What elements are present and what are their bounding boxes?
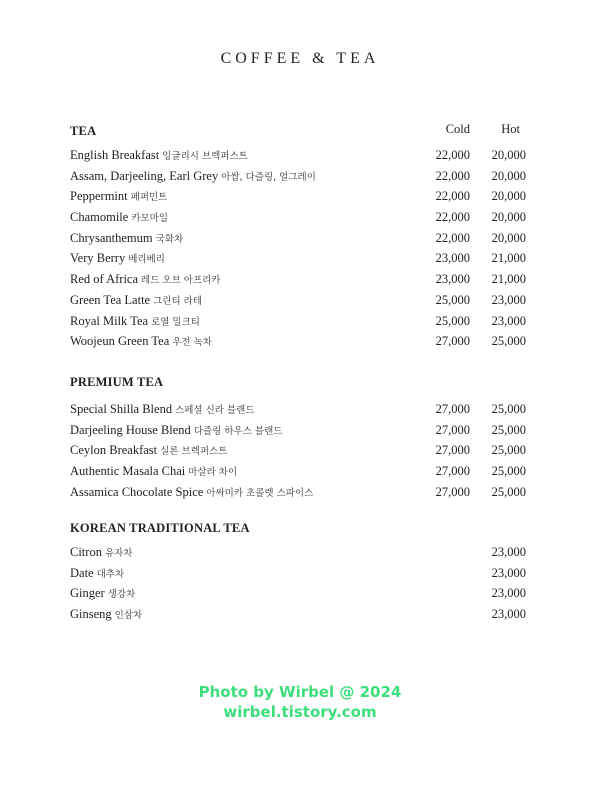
menu-item-row xyxy=(70,207,526,228)
price-cold: 27,000 xyxy=(435,464,470,479)
item-name-english: Chrysanthemum xyxy=(70,230,153,245)
item-name xyxy=(70,607,142,621)
price-hot: 20,000 xyxy=(491,189,526,204)
menu-item-row xyxy=(70,420,526,441)
price-cold: 23,000 xyxy=(435,272,470,287)
price-hot: 25,000 xyxy=(491,334,526,349)
price-cold: 22,000 xyxy=(435,210,470,225)
item-list xyxy=(70,399,526,502)
column-header-cold: Cold xyxy=(445,122,470,136)
price-cold: 27,000 xyxy=(435,402,470,416)
item-name xyxy=(70,443,227,457)
menu-item-row xyxy=(70,482,526,503)
watermark-line-1: Photo by Wirbel @ 2024 xyxy=(198,683,402,701)
section-korean-traditional-tea xyxy=(70,519,526,625)
item-name-korean: 우전 녹차 xyxy=(172,337,212,349)
item-name xyxy=(70,566,124,580)
photo-credit-watermark xyxy=(0,682,600,722)
price-hot: 21,000 xyxy=(491,251,526,266)
menu-item-row xyxy=(70,269,526,290)
menu-item-row xyxy=(70,542,526,563)
section-header xyxy=(70,519,526,539)
menu-item-row xyxy=(70,290,526,311)
item-name-korean: 대추차 xyxy=(96,568,125,580)
menu-item-row xyxy=(70,186,526,207)
section-header xyxy=(70,122,526,142)
item-name xyxy=(70,272,221,286)
item-name xyxy=(70,402,255,416)
price-hot: 23,000 xyxy=(491,545,526,559)
menu-title: COFFEE & TEA xyxy=(220,50,380,67)
section-title: PREMIUM TEA xyxy=(70,375,164,389)
item-name-english: Red of Africa xyxy=(70,272,139,287)
item-name xyxy=(70,210,168,224)
section-title: TEA xyxy=(70,124,97,138)
item-name-english: Darjeeling House Blend xyxy=(70,422,191,437)
price-cold: 22,000 xyxy=(435,189,470,204)
menu-item-row xyxy=(70,604,526,625)
item-name-english: Citron xyxy=(70,545,102,559)
menu-item-row xyxy=(70,563,526,584)
price-hot: 23,000 xyxy=(491,565,526,580)
item-name-english: Special Shilla Blend xyxy=(70,402,173,416)
item-name-english: Peppermint xyxy=(70,189,128,204)
item-name-english: Royal Milk Tea xyxy=(70,313,149,328)
item-name-english: Assam, Darjeeling, Earl Grey xyxy=(70,168,219,183)
menu-item-row xyxy=(70,166,526,187)
item-name-korean: 국화차 xyxy=(155,233,184,245)
price-hot: 21,000 xyxy=(491,272,526,287)
item-name-korean: 다즐링 하우스 블랜드 xyxy=(193,425,283,437)
price-hot: 25,000 xyxy=(491,484,526,499)
item-name-korean: 유자차 xyxy=(104,548,133,559)
section-premium-tea xyxy=(70,373,526,502)
item-name-korean: 레드 오브 아프리카 xyxy=(141,275,221,287)
item-name-english: Ginger xyxy=(70,586,105,601)
item-name xyxy=(70,464,237,478)
price-cold: 25,000 xyxy=(435,292,470,307)
item-name-korean: 스페셜 신라 블랜드 xyxy=(175,405,255,416)
section-header xyxy=(70,373,526,393)
menu-item-row xyxy=(70,228,526,249)
item-name-english: Authentic Masala Chai xyxy=(70,464,186,479)
item-name xyxy=(70,545,132,559)
menu-item-row xyxy=(70,461,526,482)
item-name xyxy=(70,314,200,328)
item-name xyxy=(70,334,212,348)
item-name-english: English Breakfast xyxy=(70,148,160,162)
item-name-english: Very Berry xyxy=(70,251,126,266)
item-name-korean: 실론 브렉퍼스트 xyxy=(160,446,228,458)
section-tea xyxy=(70,122,526,352)
price-hot: 25,000 xyxy=(491,464,526,479)
item-name-english: Green Tea Latte xyxy=(70,292,151,307)
price-hot: 20,000 xyxy=(491,230,526,245)
item-name-korean: 아싸미카 초콜렛 스파이스 xyxy=(206,487,314,499)
item-name-korean: 마살라 차이 xyxy=(188,467,238,479)
item-list xyxy=(70,542,526,625)
price-hot: 20,000 xyxy=(491,148,526,162)
item-name xyxy=(70,231,183,245)
price-hot: 23,000 xyxy=(491,607,526,622)
item-name xyxy=(70,423,282,437)
price-hot: 23,000 xyxy=(491,292,526,307)
item-name-english: Ceylon Breakfast xyxy=(70,443,158,458)
item-name-korean: 로열 밀크티 xyxy=(151,316,200,328)
menu-item-row xyxy=(70,145,526,166)
item-name xyxy=(70,169,316,183)
item-name-english: Ginseng xyxy=(70,607,112,622)
menu-item-row xyxy=(70,399,526,420)
menu-item-row xyxy=(70,583,526,604)
price-cold: 25,000 xyxy=(435,313,470,328)
item-name xyxy=(70,251,165,265)
menu-item-row xyxy=(70,248,526,269)
price-cold: 22,000 xyxy=(435,230,470,245)
item-name-korean: 아쌈, 다즐링, 얼그레이 xyxy=(221,171,316,183)
item-name-korean: 베리베리 xyxy=(128,254,165,266)
item-name-korean: 그린티 라테 xyxy=(153,295,203,307)
price-cold: 27,000 xyxy=(435,422,470,437)
item-name-korean: 페퍼민트 xyxy=(130,192,168,204)
price-hot: 20,000 xyxy=(491,168,526,183)
item-name-english: Assamica Chocolate Spice xyxy=(70,484,204,499)
menu-item-row xyxy=(70,311,526,332)
item-name xyxy=(70,189,167,203)
menu-item-row xyxy=(70,331,526,352)
price-cold: 27,000 xyxy=(435,484,470,499)
menu-item-row xyxy=(70,440,526,461)
item-name-english: Chamomile xyxy=(70,210,129,225)
price-cold: 27,000 xyxy=(435,443,470,458)
item-name xyxy=(70,485,313,499)
price-cold: 22,000 xyxy=(435,148,470,162)
price-cold: 27,000 xyxy=(435,334,470,349)
price-hot: 20,000 xyxy=(491,210,526,225)
price-hot: 23,000 xyxy=(491,586,526,601)
price-cold: 22,000 xyxy=(435,168,470,183)
price-hot: 25,000 xyxy=(491,422,526,437)
item-name-english: Woojeun Green Tea xyxy=(70,334,170,349)
price-hot: 25,000 xyxy=(491,402,526,416)
item-name-korean: 카모마일 xyxy=(131,213,169,225)
section-title: KOREAN TRADITIONAL TEA xyxy=(70,521,250,535)
item-name-korean: 생강차 xyxy=(107,589,136,601)
item-name-english: Date xyxy=(70,565,94,580)
watermark-line-2: wirbel.tistory.com xyxy=(223,703,377,721)
item-name-korean: 인삼차 xyxy=(114,610,143,622)
price-hot: 23,000 xyxy=(491,313,526,328)
item-list xyxy=(70,145,526,352)
price-hot: 25,000 xyxy=(491,443,526,458)
item-name-korean: 잉글리시 브렉퍼스트 xyxy=(162,151,248,162)
item-name xyxy=(70,293,202,307)
price-cold: 23,000 xyxy=(435,251,470,266)
column-header-hot: Hot xyxy=(501,122,520,136)
item-name xyxy=(70,586,135,600)
item-name xyxy=(70,148,248,162)
